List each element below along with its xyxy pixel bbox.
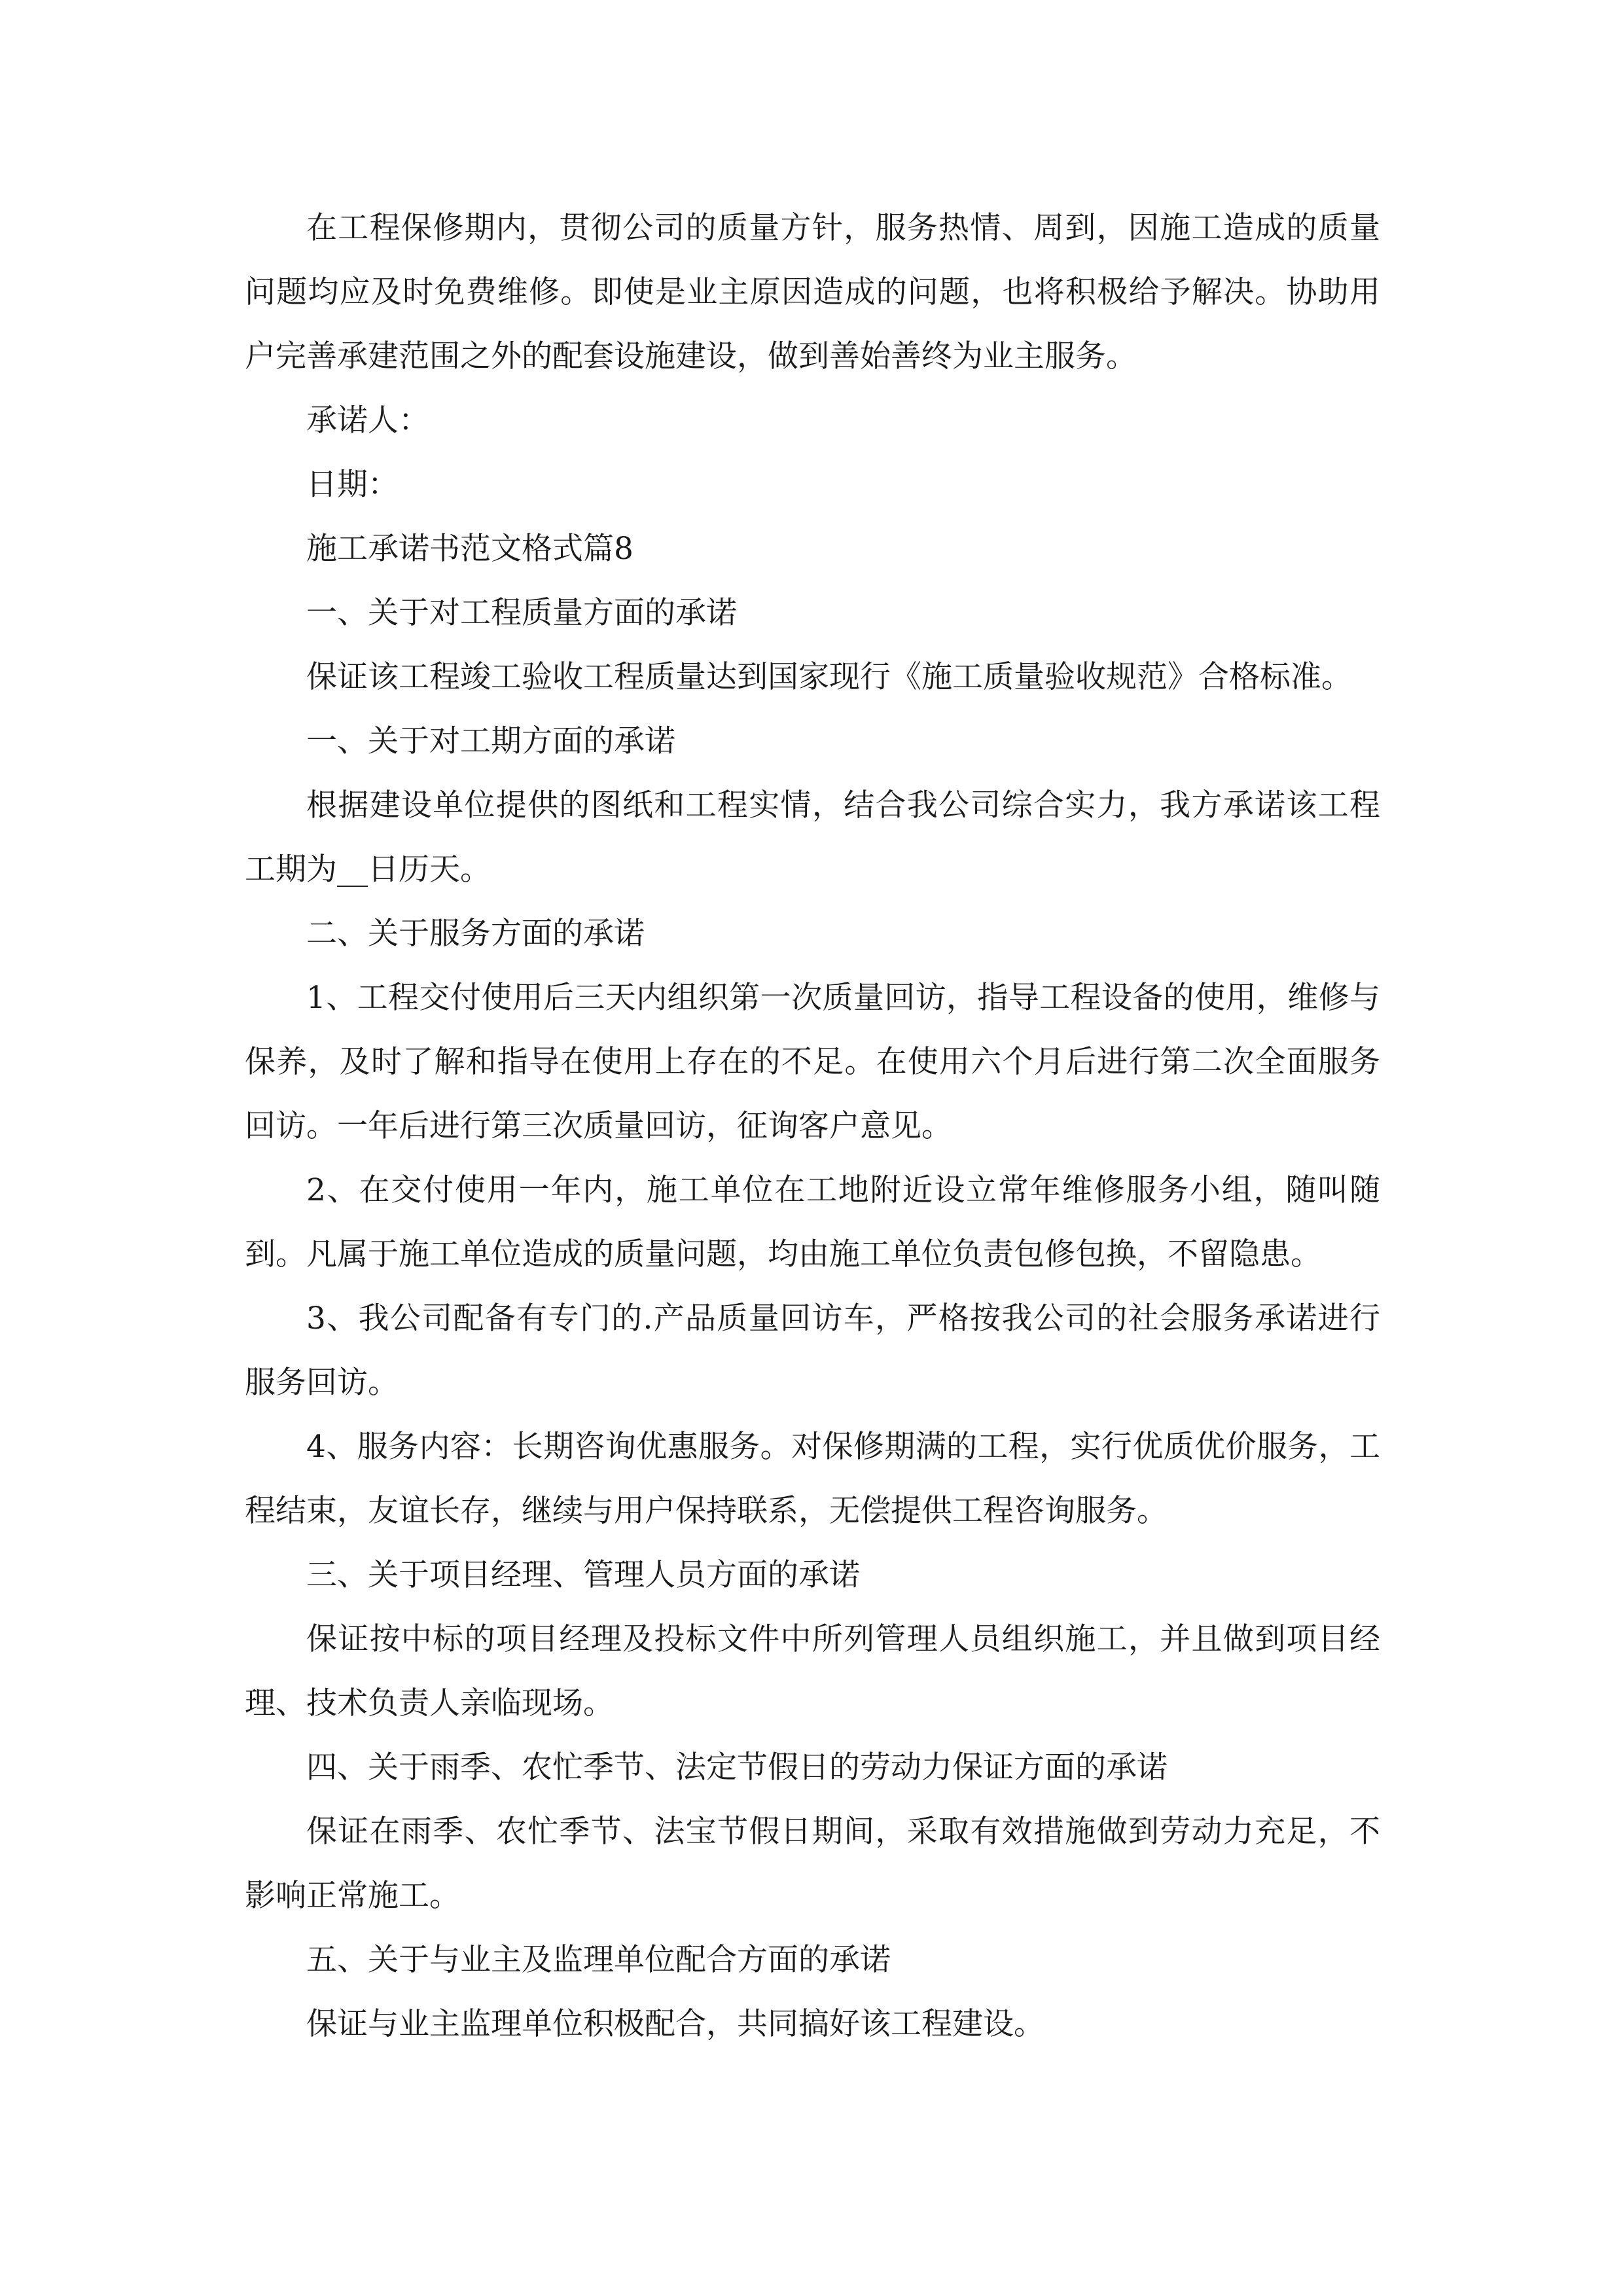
paragraph-quality-standard: 保证该工程竣工验收工程质量达到国家现行《施工质量验收规范》合格标准。 bbox=[306, 659, 1352, 695]
heading-cooperation-commitment: 五、关于与业主及监理单位配合方面的承诺 bbox=[306, 1942, 891, 1978]
service-item-1: 1、工程交付使用后三天内组织第一次质量回访，指导工程设备的使用，维修与保养，及时了解和指导在使用上存在的不足。在使用六个月后进行第二次全面服务回访。一年后进行第三次质量回访，征询客户意见。 bbox=[245, 980, 1380, 1144]
heading-service-commitment: 二、关于服务方面的承诺 bbox=[306, 916, 645, 952]
promisor-label: 承诺人： bbox=[306, 403, 429, 439]
paragraph-cooperation: 保证与业主监理单位积极配合，共同搞好该工程建设。 bbox=[306, 2006, 1044, 2042]
paragraph-warranty-service: 在工程保修期内，贯彻公司的质量方针，服务热情、周到，因施工造成的质量问题均应及时免费维修。即使是业主原因造成的问题，也将积极给予解决。协助用户完善承建范围之外的配套设施建设，做到善始善终为业主服务。 bbox=[245, 210, 1380, 374]
service-item-2: 2、在交付使用一年内，施工单位在工地附近设立常年维修服务小组，随叫随到。凡属于施工单位造成的质量问题，均由施工单位负责包修包换，不留隐患。 bbox=[245, 1172, 1380, 1272]
service-item-4: 4、服务内容：长期咨询优惠服务。对保修期满的工程，实行优质优价服务，工程结束，友谊长存，继续与用户保持联系，无偿提供工程咨询服务。 bbox=[245, 1429, 1380, 1529]
service-item-3: 3、我公司配备有专门的.产品质量回访车，严格按我公司的社会服务承诺进行服务回访。 bbox=[245, 1300, 1380, 1401]
date-label: 日期： bbox=[306, 467, 399, 503]
section-title: 施工承诺书范文格式篇8 bbox=[306, 531, 633, 567]
heading-quality-commitment: 一、关于对工程质量方面的承诺 bbox=[306, 595, 737, 631]
heading-management-commitment: 三、关于项目经理、管理人员方面的承诺 bbox=[306, 1557, 860, 1593]
heading-labor-commitment: 四、关于雨季、农忙季节、法定节假日的劳动力保证方面的承诺 bbox=[306, 1749, 1168, 1785]
paragraph-management: 保证按中标的项目经理及投标文件中所列管理人员组织施工，并且做到项目经理、技术负责人亲临现场。 bbox=[245, 1621, 1380, 1721]
paragraph-schedule: 根据建设单位提供的图纸和工程实情，结合我公司综合实力，我方承诺该工程工期为__日历天。 bbox=[245, 787, 1380, 888]
heading-schedule-commitment: 一、关于对工期方面的承诺 bbox=[306, 723, 675, 759]
document-body bbox=[245, 196, 1380, 2056]
paragraph-labor: 保证在雨季、农忙季节、法宝节假日期间，采取有效措施做到劳动力充足，不影响正常施工。 bbox=[245, 1814, 1380, 1914]
